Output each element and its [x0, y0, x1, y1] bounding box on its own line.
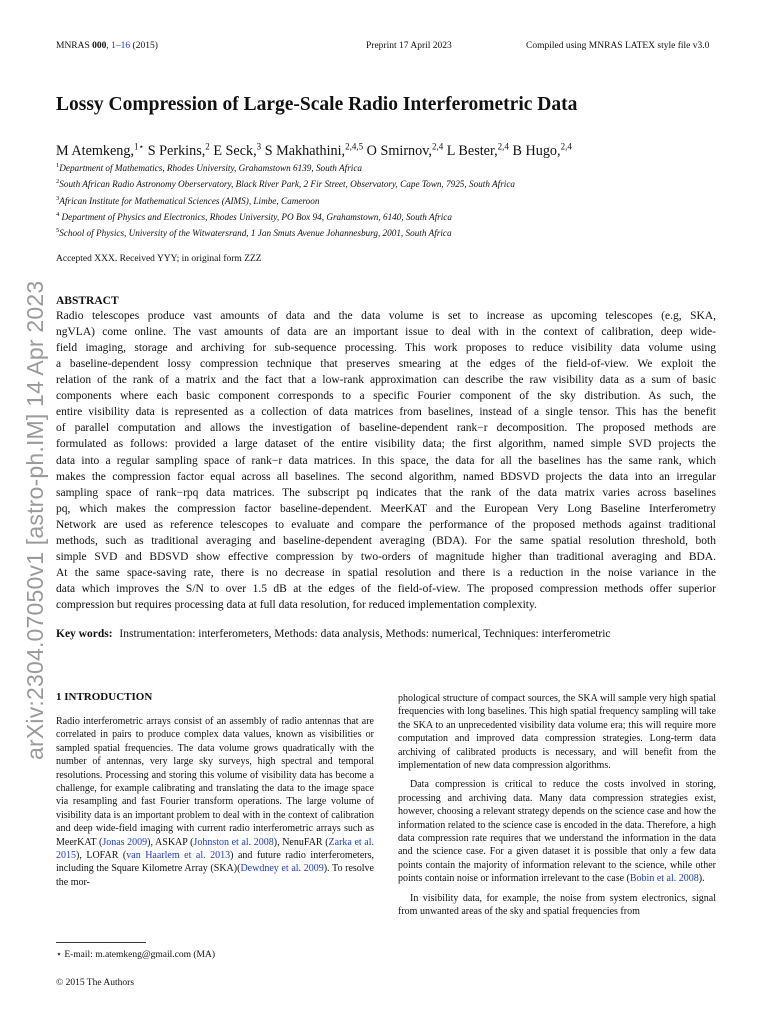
keywords-label: Key words: — [56, 628, 113, 640]
footnote: ⋆ E-mail: m.atemkeng@gmail.com (MA) — [56, 950, 216, 960]
accepted-line: Accepted XXX. Received YYY; in original form ZZZ — [56, 254, 262, 264]
right-column — [398, 692, 716, 919]
affiliation-list — [56, 159, 515, 240]
abstract-line: Radio telescopes produce vast amounts of data and the data volume is set to increase as upcoming telescopes (e.g, SKA, — [56, 310, 716, 322]
citation-link[interactable]: van Haarlem et al. 2013 — [126, 850, 231, 862]
author: M Atemkeng,$^{1⋆}$ — [56, 141, 145, 159]
abstract-line: formulated as follows: provided a large dataset of the entire visibility data; the first algorithm, named simple SVD projects the — [56, 438, 716, 450]
abstract-line: of parallel computation and allows the investigation of baseline-dependent rank−r decomposition. The proposed methods are — [56, 422, 716, 434]
intro-paragraph: Radio interferometric arrays consist of an assembly of radio antennas that are correlated in pairs to produce complex data values, known as visibilities or sampled spatial frequencies. The data volume grows quadratically with the number of antennas, very large sky surveys, high spectral and temporal resolutions. Processing and storing this volume of visibility data has become a challenge, for example calibrating and translating the data to the image space via resampling and fast Fourier transform operations. The large volume of visibility data is an important problem to deal with in the context of calibration and deep wide-field imaging with current radio interferometric arrays such as MeerKAT (Jonas 2009), ASKAP (Johnston et al. 2008), NenuFAR (Zarka et al. 2015), LOFAR (van Haarlem et al. 2013) and future radio interferometers, including the Square Kilometre Array (SKA)(Dewdney et al. 2009). To resolve the mor- — [56, 716, 375, 888]
keywords — [56, 628, 611, 640]
abstract-line: makes the compression factor equal across all baselines. The second algorithm, named BDSVD projects the data into an irregular — [56, 471, 716, 483]
abstract-line: relation of the rank of a matrix and the fact that a low-rank approximation can describe the raw visibility data as a sum of basic — [56, 374, 716, 386]
affiliation: $^4$ Department of Physics and Electronics, Rhodes University, PO Box 94, Grahamstown, 6140, South Africa — [56, 210, 452, 222]
author: S Makhathini,$^{2,4,5}$ — [261, 141, 364, 159]
footnote-rule — [56, 942, 146, 943]
running-header-journal: MNRAS 000, 1–16 (2015) — [56, 41, 158, 51]
pages-link[interactable]: 1–16 — [111, 41, 131, 51]
abstract-line: components where each basic component corresponds to a specific Fourier component of the sky distribution. As such, the — [56, 390, 716, 402]
abstract-line: methods, such as traditional averaging and baseline-dependent averaging (BDA). For the same spatial resolution threshold, both — [56, 535, 716, 547]
preprint-date: Preprint 17 April 2023 — [366, 41, 452, 51]
body-paragraph: In visibility data, for example, the noise from system electronics, signal from unwanted areas of the sky and spatial frequencies from — [398, 892, 716, 918]
abstract-line: entire visibility data is represented as a collection of data matrices from baselines, instead of a single tensor. This has the benefit — [56, 406, 716, 418]
citation-link[interactable]: Zarka et al. 2015 — [56, 836, 375, 862]
citation-link[interactable]: Johnston et al. 2008 — [193, 836, 274, 848]
left-column — [56, 715, 374, 889]
abstract-line: Network are used as reference telescopes to evaluate and compare the performance of the proposed methods against traditional — [56, 519, 716, 531]
affiliation: $^5$School of Physics, University of the Witwatersrand, 1 Jan Smuts Avenue Johannesburg, 2001, South Africa — [56, 227, 452, 239]
keywords-text: Instrumentation: interferometers, Methods: data analysis, Methods: numerical, Techniques: interferometric — [119, 628, 611, 640]
author-list — [56, 141, 572, 160]
section-heading: 1 INTRODUCTION — [56, 691, 153, 703]
abstract-line: a baseline-dependent lossy compression technique that preserves smearing at the edges of the field-of-view. We exploit the — [56, 358, 716, 370]
citation-link[interactable]: Bobin et al. 2008 — [629, 873, 699, 885]
affiliation: $^1$Department of Mathematics, Rhodes University, Grahamstown 6139, South Africa — [56, 162, 362, 174]
abstract-heading: ABSTRACT — [56, 295, 119, 307]
citation-link[interactable]: Dewdney et al. 2009 — [240, 863, 324, 875]
affiliation: $^2$South African Radio Astronomy Oberservatory, Black River Park, 2 Fir Street, Observatory, Cape Town, 7925, South Africa — [56, 178, 516, 190]
author: L Bester,$^{2,4}$ — [443, 141, 509, 159]
copyright: © 2015 The Authors — [56, 978, 135, 988]
abstract-line: field imaging, storage and archiving for sub-sequence processing. This work proposes to reduce visibility data volume using — [56, 342, 716, 354]
paper-title: Lossy Compression of Large-Scale Radio Interferometric Data — [56, 94, 578, 115]
author: O Smirnov,$^{2,4}$ — [363, 141, 444, 159]
author: E Seck,$^3$ — [209, 141, 262, 159]
abstract-line: simple SVD and BDSVD show effective compression by two-orders of magnitude higher than traditional averaging and BDA. — [56, 551, 716, 563]
abstract-line: pq, which makes the compression factor baseline-dependent. MeerKAT and the European Very Long Baseline Interferometry — [56, 503, 716, 515]
abstract-line: ngVLA) come online. The vast amounts of data are an important issue to deal with in the context of calibration, deep wide- — [56, 326, 716, 338]
abstract-line: data into a regular sampling space of rank−r data matrices. In this space, the data for all the baselines has the same rank, which — [56, 455, 716, 467]
body-paragraph: phological structure of compact sources, the SKA will sample very high spatial frequencies with long baselines. This high spatial frequency sampling will take the SKA to an unprecedented visibility data volume era; this will require more computation and improved data compression strategies. Long-term data archiving of calibrated products is necessary, and will benefit from the implementation of new data compression algorithms. — [398, 693, 716, 772]
abstract-line: data which improves the S/N to over 1.5 dB at the edges of the field-of-view. The proposed compression methods offer superior — [56, 583, 716, 595]
author: S Perkins,$^2$ — [144, 141, 210, 159]
arxiv-stamp: arXiv:2304.07050v1 [astro-ph.IM] 14 Apr 2023 — [22, 280, 48, 760]
citation-link[interactable]: Jonas 2009 — [102, 836, 148, 848]
abstract-line: At the same space-saving rate, there is no decrease in spatial resolution and there is a reduction in the noise variance in the — [56, 567, 716, 579]
affiliation: $^3$African Institute for Mathematical Sciences (AIMS), Limbe, Cameroon — [56, 194, 320, 206]
compiled-note: Compiled using MNRAS LATEX style file v3.0 — [526, 41, 710, 51]
author: B Hugo,$^{2,4}$ — [508, 141, 572, 159]
abstract-line: sampling space of rank−rpq data matrices. The subscript pq indicates that the rank of the data matrix varies across baselines — [56, 487, 716, 499]
abstract-line: compression but requires processing data at full data resolution, for reduced implementation complexity. — [56, 599, 537, 611]
body-paragraph: Data compression is critical to reduce the costs involved in storing, processing and archiving data. Many data compression strategies exist, however, choosing a relevant strategy depends on the science case and how the information related to the science case is encoded in the data. Therefore, a high data compression rate requires that we understand the information in the data and the science case. For a given dataset it is possible that only a few data points contain the majority of information relevant to the science, while other points contain noise or information irrelevant to the case (Bobin et al. 2008). — [398, 779, 716, 885]
